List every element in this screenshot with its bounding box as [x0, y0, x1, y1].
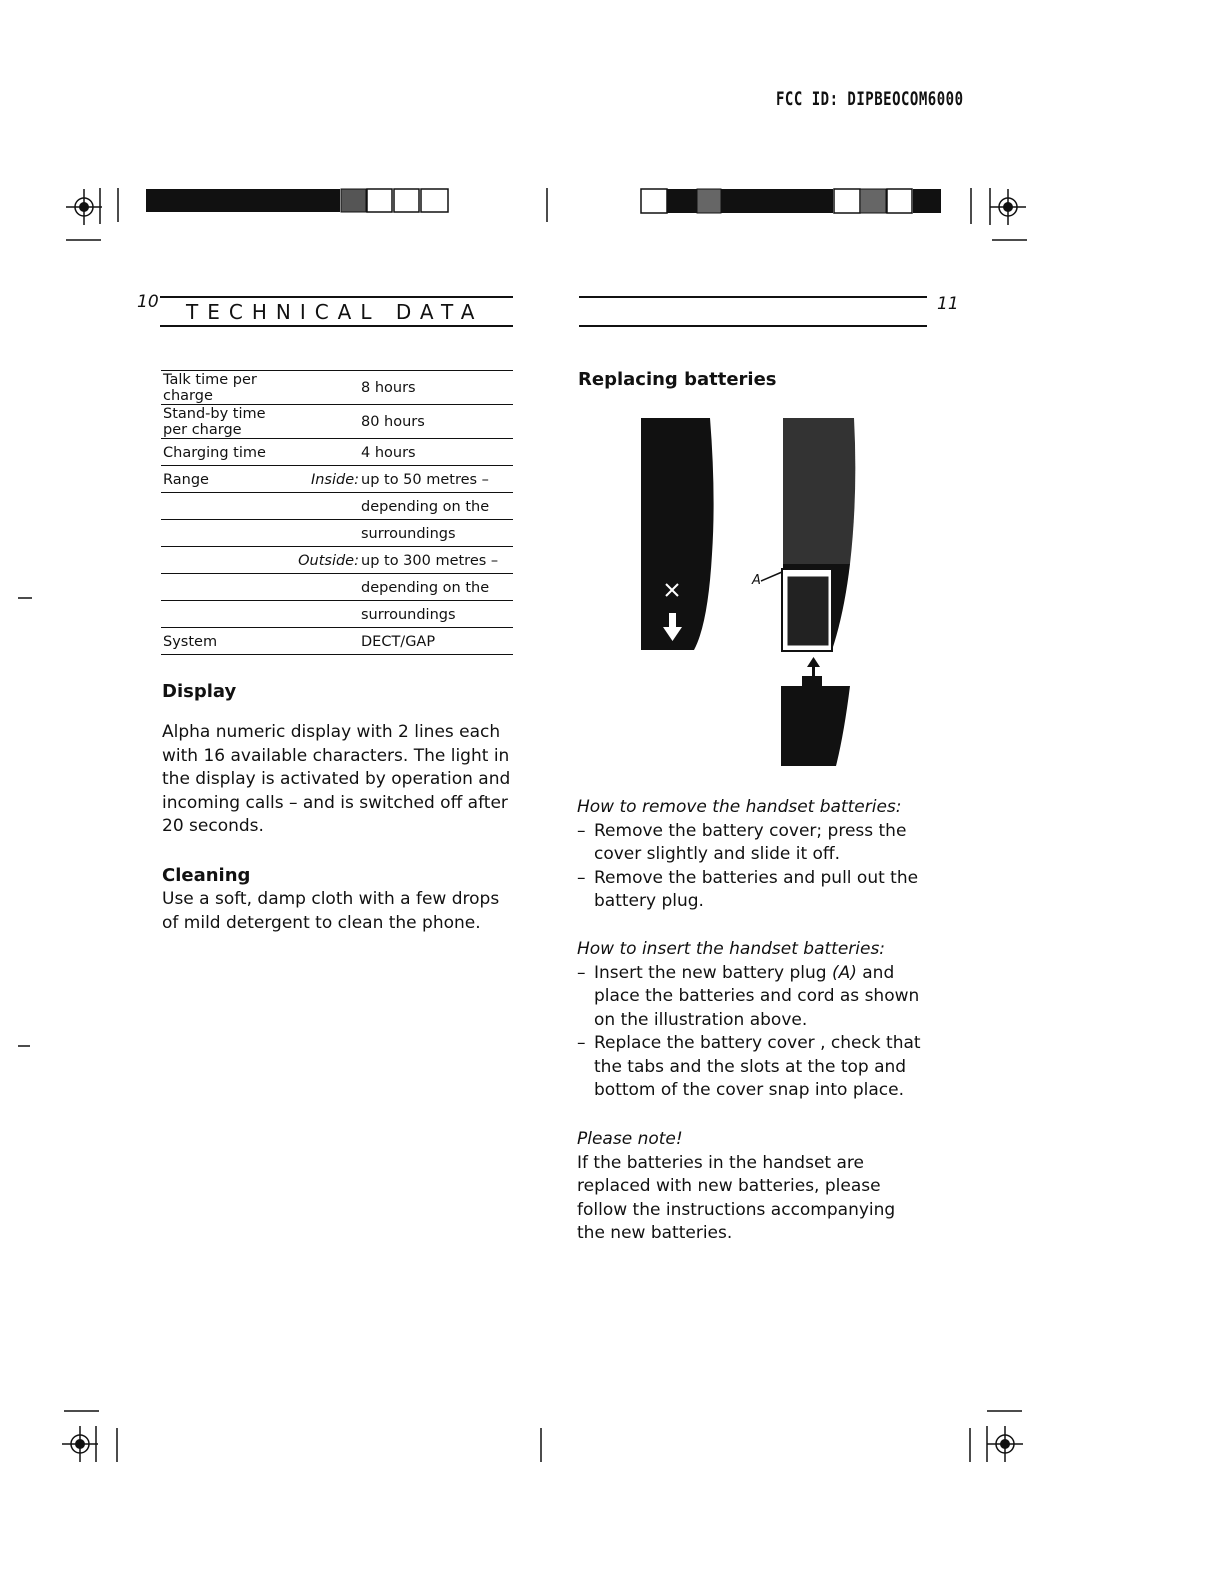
spec-value: surroundings — [361, 520, 513, 547]
label-a-leader — [761, 572, 782, 581]
spec-label: Stand-by time per charge — [161, 405, 287, 439]
spec-value: DECT/GAP — [361, 628, 513, 655]
spec-sublabel — [287, 520, 361, 547]
spec-label: Range — [161, 466, 287, 493]
spec-label — [161, 520, 287, 547]
insert-step-1: – Insert the new battery plug (A) and place the batteries and cord as shown on the illustration above. — [577, 962, 927, 1033]
display-heading: Display — [162, 681, 237, 702]
registration-mark-top-left-icon — [66, 188, 118, 240]
spec-row — [161, 574, 513, 601]
spec-row — [161, 371, 513, 405]
spec-value: up to 300 metres – — [361, 547, 513, 574]
spec-sublabel — [287, 601, 361, 628]
remove-step-1: – Remove the battery cover; press the cover slightly and slide it off. — [577, 820, 927, 867]
insert-step-2: – Replace the battery cover , check that the tabs and the slots at the top and bottom of the cover snap into place. — [577, 1032, 927, 1103]
spec-sublabel — [287, 493, 361, 520]
registration-mark-bottom-right-icon — [970, 1411, 1023, 1462]
spec-value: depending on the — [361, 493, 513, 520]
battery-cover-shape — [781, 676, 850, 766]
spec-label — [161, 493, 287, 520]
cleaning-heading: Cleaning — [162, 865, 251, 886]
spec-value: 4 hours — [361, 439, 513, 466]
display-text: Alpha numeric display with 2 lines each with 16 available characters. The light in the display is activated by operation and incoming calls – and is switched off after 20 seconds. — [162, 722, 511, 836]
insert-title: How to insert the handset batteries: — [577, 939, 886, 959]
spec-row — [161, 493, 513, 520]
spec-row — [161, 628, 513, 655]
spec-value: 80 hours — [361, 405, 513, 439]
right-rule-top — [579, 296, 927, 298]
spec-sublabel: Outside: — [287, 547, 361, 574]
spec-label: Charging time — [161, 439, 287, 466]
spec-row — [161, 601, 513, 628]
insert-section — [577, 938, 927, 1103]
handset-body — [783, 418, 855, 564]
label-a: A — [752, 573, 761, 588]
spec-label — [161, 574, 287, 601]
spec-sublabel — [287, 628, 361, 655]
spec-value: up to 50 metres – — [361, 466, 513, 493]
spec-value: surroundings — [361, 601, 513, 628]
note-text: If the batteries in the handset are replaced with new batteries, please follow the instructions accompanying the new batteries. — [577, 1152, 896, 1243]
replacing-batteries-heading: Replacing batteries — [578, 369, 777, 390]
battery-illustration — [636, 414, 866, 774]
registration-mark-bottom-left-icon — [62, 1411, 117, 1462]
fcc-id: FCC ID: DIPBEOCOM6000 — [776, 89, 964, 111]
cleaning-text: Use a soft, damp cloth with a few drops of mild detergent to clean the phone. — [162, 889, 500, 933]
remove-step-2: – Remove the batteries and pull out the battery plug. — [577, 867, 927, 914]
page-number-right: 11 — [937, 294, 959, 314]
spec-label: System — [161, 628, 287, 655]
section-title: TECHNICAL DATA — [186, 300, 484, 324]
color-bar-left — [146, 189, 448, 212]
title-rule-top — [160, 296, 513, 298]
spec-row — [161, 439, 513, 466]
spec-row — [161, 466, 513, 493]
spec-row — [161, 547, 513, 574]
spec-sublabel — [287, 574, 361, 601]
spec-sublabel — [287, 371, 361, 405]
note-section — [577, 1128, 917, 1246]
spec-value: depending on the — [361, 574, 513, 601]
title-rule-bottom — [160, 325, 513, 327]
display-section — [162, 681, 512, 839]
registration-mark-top-right-icon — [971, 188, 1027, 240]
spec-table — [161, 370, 513, 655]
arrow-up-icon — [807, 657, 820, 677]
remove-section — [577, 796, 927, 914]
cleaning-section — [162, 865, 512, 935]
spec-label: Talk time per charge — [161, 371, 287, 405]
spec-label — [161, 601, 287, 628]
spec-sublabel — [287, 439, 361, 466]
spec-value: 8 hours — [361, 371, 513, 405]
spec-row — [161, 405, 513, 439]
page-number-left: 10 — [137, 292, 159, 312]
spec-sublabel — [287, 405, 361, 439]
handset-cover-shape — [641, 418, 714, 650]
spec-label — [161, 547, 287, 574]
spec-row — [161, 520, 513, 547]
right-rule-bottom — [579, 325, 927, 327]
remove-title: How to remove the handset batteries: — [577, 797, 902, 817]
battery-pack — [787, 576, 829, 646]
color-bar-right — [641, 189, 941, 213]
note-title: Please note! — [577, 1129, 683, 1149]
spec-sublabel: Inside: — [287, 466, 361, 493]
